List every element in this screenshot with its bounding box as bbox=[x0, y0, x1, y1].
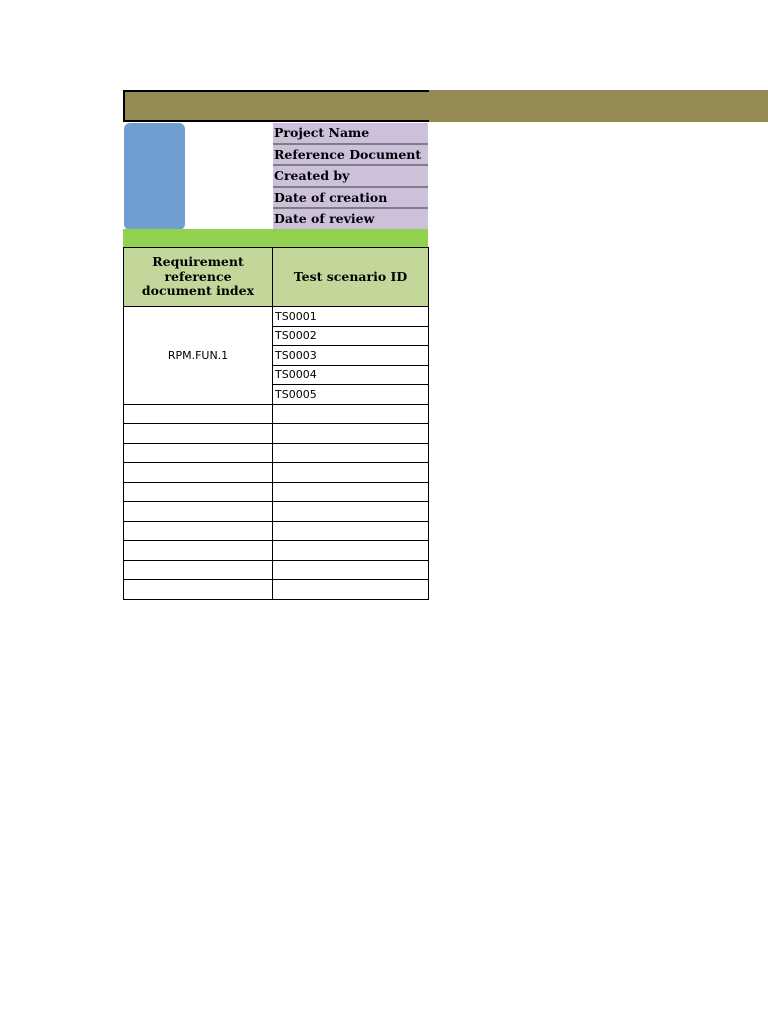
test-scenario-cell[interactable] bbox=[273, 521, 429, 541]
requirement-index-cell[interactable] bbox=[124, 424, 273, 444]
info-field-reference-document: Reference Document bbox=[273, 145, 428, 167]
test-scenario-cell[interactable] bbox=[273, 463, 429, 483]
test-scenario-cell[interactable] bbox=[273, 443, 429, 463]
test-scenario-cell[interactable]: TS0002 bbox=[273, 326, 429, 346]
table-row-empty bbox=[124, 521, 429, 541]
table-row-empty bbox=[124, 482, 429, 502]
test-scenario-cell[interactable] bbox=[273, 580, 429, 600]
table-row-empty bbox=[124, 463, 429, 483]
test-scenario-cell[interactable] bbox=[273, 502, 429, 522]
project-info-fields bbox=[273, 123, 428, 231]
requirement-index-cell[interactable] bbox=[124, 521, 273, 541]
header-test-scenario-id: Test scenario ID bbox=[273, 248, 429, 307]
requirement-index-cell[interactable] bbox=[124, 580, 273, 600]
table-row bbox=[124, 307, 429, 327]
test-scenario-cell[interactable] bbox=[273, 424, 429, 444]
title-bar bbox=[123, 90, 768, 122]
requirement-index-cell[interactable] bbox=[124, 463, 273, 483]
info-field-date-of-creation: Date of creation bbox=[273, 188, 428, 210]
test-scenario-cell[interactable]: TS0003 bbox=[273, 346, 429, 366]
test-scenario-cell[interactable] bbox=[273, 404, 429, 424]
test-scenario-cell[interactable] bbox=[273, 541, 429, 561]
info-field-created-by: Created by bbox=[273, 166, 428, 188]
requirement-index-cell[interactable]: RPM.FUN.1 bbox=[124, 307, 273, 405]
test-scenario-cell[interactable]: TS0005 bbox=[273, 385, 429, 405]
section-divider-band bbox=[123, 229, 428, 247]
requirement-index-cell[interactable] bbox=[124, 404, 273, 424]
test-scenario-cell[interactable]: TS0004 bbox=[273, 365, 429, 385]
requirement-index-cell[interactable] bbox=[124, 443, 273, 463]
title-bar-right bbox=[429, 90, 768, 122]
requirement-index-cell[interactable] bbox=[124, 482, 273, 502]
requirement-index-cell[interactable] bbox=[124, 502, 273, 522]
table-row-empty bbox=[124, 404, 429, 424]
table-row-empty bbox=[124, 560, 429, 580]
info-field-project-name: Project Name bbox=[273, 123, 428, 145]
test-scenario-cell[interactable] bbox=[273, 482, 429, 502]
header-requirement-index: Requirement reference document index bbox=[124, 248, 273, 307]
requirement-index-cell[interactable] bbox=[124, 541, 273, 561]
logo-placeholder bbox=[124, 123, 185, 230]
table-row-empty bbox=[124, 580, 429, 600]
title-bar-left bbox=[123, 90, 429, 122]
table-row-empty bbox=[124, 502, 429, 522]
table-header-row bbox=[124, 248, 429, 307]
requirement-index-cell[interactable] bbox=[124, 560, 273, 580]
test-scenario-cell[interactable] bbox=[273, 560, 429, 580]
traceability-table bbox=[123, 247, 429, 600]
table-row-empty bbox=[124, 443, 429, 463]
table-row-empty bbox=[124, 424, 429, 444]
test-scenario-cell[interactable]: TS0001 bbox=[273, 307, 429, 327]
table-row-empty bbox=[124, 541, 429, 561]
table-body bbox=[124, 307, 429, 600]
info-field-date-of-review: Date of review bbox=[273, 209, 428, 231]
